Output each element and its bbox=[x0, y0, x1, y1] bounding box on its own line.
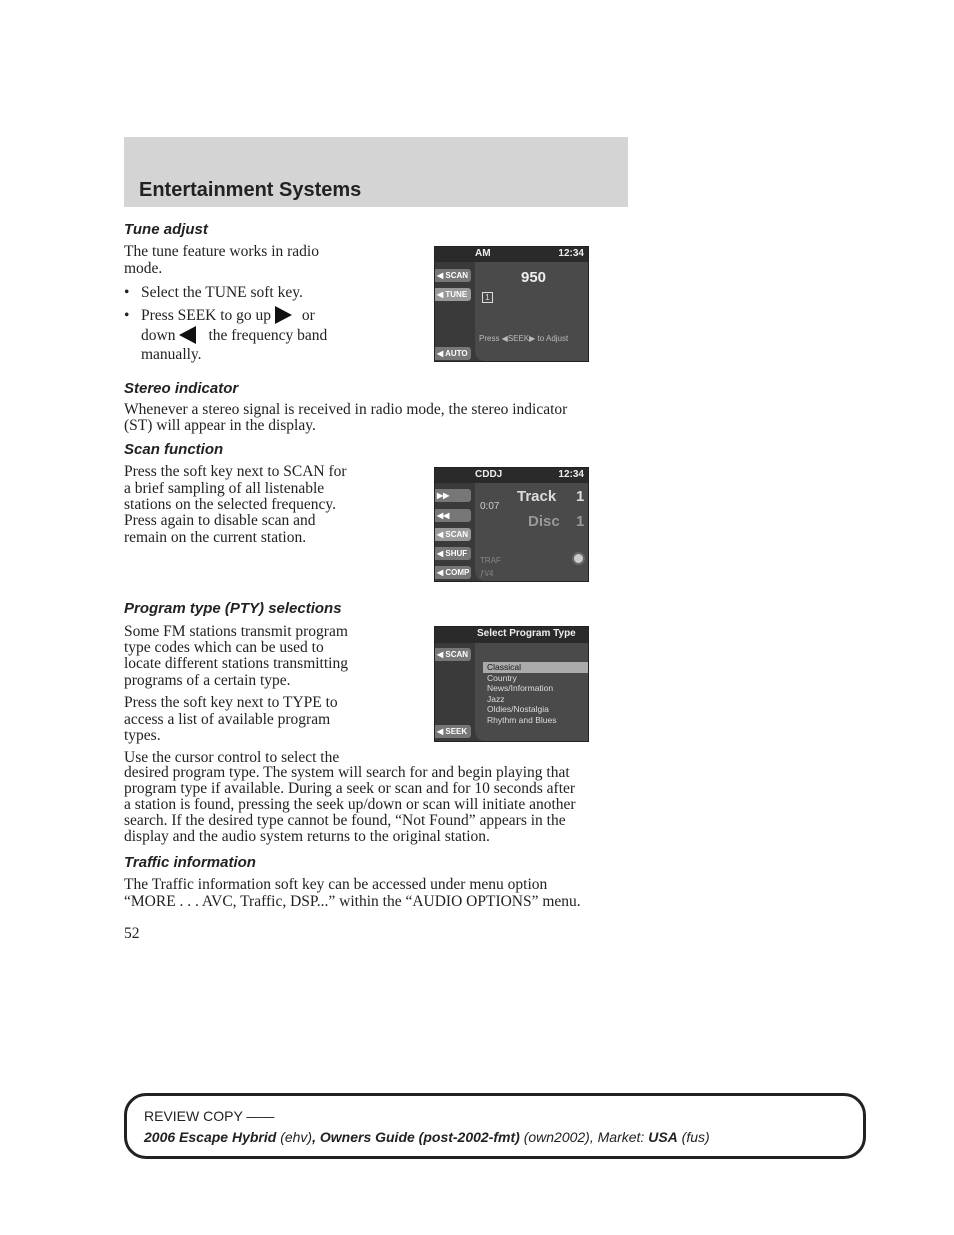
scan-softkey-cd[interactable]: ◀ SCAN bbox=[435, 528, 471, 541]
pty-p1-line-2: type codes which can be used to bbox=[124, 639, 324, 656]
am-preset-box: 1 bbox=[482, 292, 493, 303]
pty-p3-line-1: Use the cursor control to select the bbox=[124, 749, 340, 766]
pty-p3-line-2: desired program type. The system will search for and begin playing that bbox=[124, 764, 570, 781]
pty-p1-line-1: Some FM stations transmit program bbox=[124, 623, 348, 640]
scan-line-3: stations on the selected frequency. bbox=[124, 496, 337, 513]
pty-p3-line-6: display and the audio system returns to the original station. bbox=[124, 828, 490, 845]
am-hint: Press ◀SEEK▶ to Adjust bbox=[479, 334, 569, 343]
stereo-line-2: (ST) will appear in the display. bbox=[124, 417, 316, 434]
pty-p2-line-2: access a list of available program bbox=[124, 711, 331, 728]
tune-bullet-2-line2: down the frequency band bbox=[141, 327, 328, 344]
am-radio-screen bbox=[434, 246, 589, 362]
tune-intro-1: The tune feature works in radio bbox=[124, 243, 319, 260]
tune-bullet-2-line3: manually. bbox=[141, 346, 202, 363]
cddj-traf: TRAF bbox=[480, 556, 501, 565]
scan-line-5: remain on the current station. bbox=[124, 529, 307, 546]
tune-softkey[interactable]: ◀ TUNE bbox=[435, 288, 471, 301]
cddj-disc-label: Disc bbox=[528, 513, 560, 530]
tune-heading: Tune adjust bbox=[124, 221, 208, 238]
pty-item[interactable]: News/Information bbox=[487, 683, 554, 693]
scan-line-1: Press the soft key next to SCAN for bbox=[124, 463, 347, 480]
fast-forward-softkey[interactable]: ▶▶ bbox=[435, 489, 471, 502]
pty-item[interactable]: Jazz bbox=[487, 693, 505, 704]
pty-p2-line-1: Press the soft key next to TYPE to bbox=[124, 694, 338, 711]
footer-details: 2006 Escape Hybrid (ehv), Owners Guide (post-2002-fmt) (own2002), Market: USA (fus) bbox=[144, 1129, 710, 1145]
stereo-line-1: Whenever a stereo signal is received in radio mode, the stereo indicator bbox=[124, 401, 568, 418]
cddj-bottom-text: ƒ\/4 bbox=[480, 569, 494, 578]
cddj-time: 0:07 bbox=[480, 501, 500, 512]
scan-softkey-pty[interactable]: ◀ SCAN bbox=[435, 648, 471, 661]
page-number: 52 bbox=[124, 925, 140, 942]
scan-heading: Scan function bbox=[124, 441, 224, 458]
pty-p2-line-3: types. bbox=[124, 727, 161, 744]
seek-down-arrow-icon bbox=[179, 326, 196, 344]
traffic-heading: Traffic information bbox=[124, 854, 256, 871]
stereo-heading: Stereo indicator bbox=[124, 380, 239, 397]
cddj-status-bar: CDDJ 12:34 bbox=[435, 468, 588, 483]
cddj-disc-number: 1 bbox=[576, 513, 585, 530]
shuffle-softkey[interactable]: ◀ SHUF bbox=[435, 547, 471, 560]
pty-item-selected[interactable]: Classical bbox=[483, 662, 588, 673]
pty-item[interactable]: Rhythm and Blues bbox=[487, 714, 557, 725]
pty-item[interactable]: Country bbox=[487, 672, 517, 683]
footer-review-copy: REVIEW COPY —— bbox=[144, 1108, 275, 1124]
comp-softkey[interactable]: ◀ COMP bbox=[437, 568, 470, 577]
pty-list bbox=[483, 662, 588, 725]
pty-item[interactable]: Oldies/Nostalgia bbox=[487, 704, 549, 714]
tune-intro-2: mode. bbox=[124, 260, 163, 277]
section-header-band bbox=[124, 137, 628, 207]
scan-line-2: a brief sampling of all listenable bbox=[124, 480, 325, 497]
traffic-line-1: The Traffic information soft key can be accessed under menu option bbox=[124, 876, 548, 893]
pty-p1-line-3: locate different stations transmitting bbox=[124, 655, 348, 672]
pty-title-bar: Select Program Type bbox=[435, 627, 588, 643]
pty-p3-line-4: a station is found, pressing the seek up/down or scan will initiate another bbox=[124, 796, 576, 813]
cddj-screen bbox=[434, 467, 589, 582]
cddj-track-number: 1 bbox=[576, 488, 585, 505]
section-title: Entertainment Systems bbox=[139, 179, 362, 201]
am-status-bar: AM 12:34 bbox=[435, 247, 588, 262]
seek-up-arrow-icon bbox=[275, 306, 292, 324]
auto-softkey[interactable]: ◀ AUTO bbox=[435, 347, 471, 360]
pty-p3-line-5: search. If the desired type cannot be found, “Not Found” appears in the bbox=[124, 812, 566, 829]
cddj-track-label: Track bbox=[517, 488, 557, 505]
scan-line-4: Press again to disable scan and bbox=[124, 512, 316, 529]
disc-icon bbox=[572, 552, 585, 565]
seek-softkey-pty[interactable]: ◀ SEEK bbox=[435, 725, 471, 738]
am-frequency: 950 bbox=[521, 269, 547, 286]
traffic-line-2: “MORE . . . AVC, Traffic, DSP...” within the “AUDIO OPTIONS” menu. bbox=[124, 893, 581, 910]
pty-p3-line-3: program type if available. During a seek or scan and for 10 seconds after bbox=[124, 780, 576, 797]
program-type-screen bbox=[434, 626, 589, 742]
review-footer bbox=[124, 1093, 866, 1159]
rewind-softkey[interactable]: ◀◀ bbox=[435, 509, 471, 522]
scan-softkey[interactable]: ◀ SCAN bbox=[435, 269, 471, 282]
pty-heading: Program type (PTY) selections bbox=[124, 600, 342, 617]
pty-p1-line-4: programs of a certain type. bbox=[124, 672, 291, 689]
